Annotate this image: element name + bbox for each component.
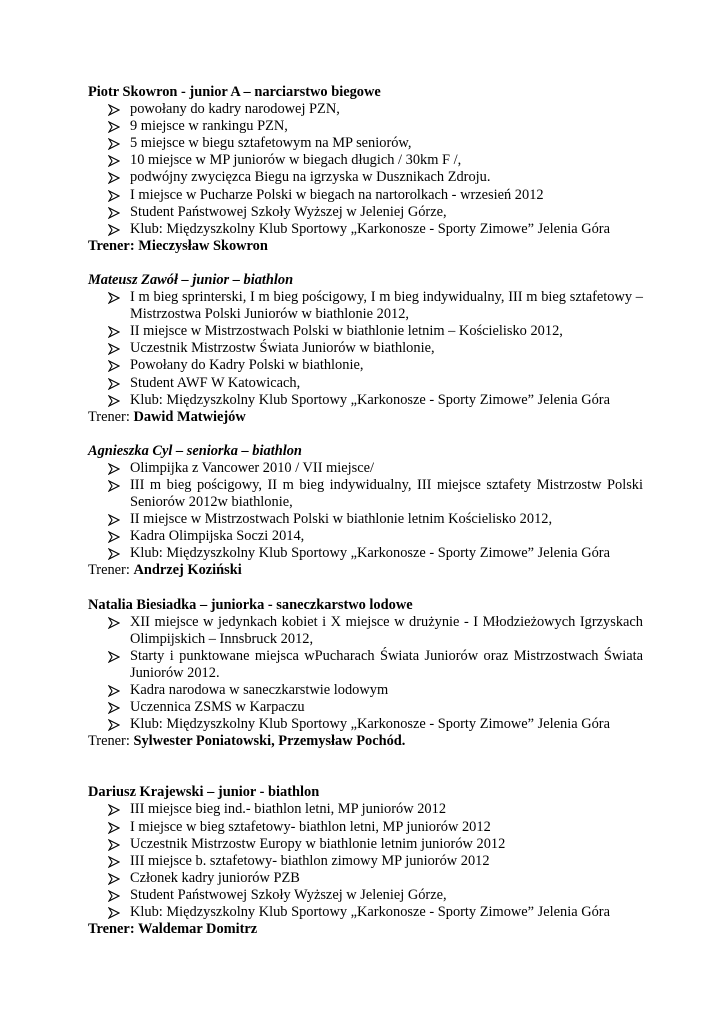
list-item: Uczennica ZSMS w Karpaczu xyxy=(88,699,643,716)
trainer-name: Andrzej Koziński xyxy=(133,562,242,579)
list-item: I miejsce w bieg sztafetowy- biathlon letni, MP juniorów 2012 xyxy=(88,819,643,836)
list-item: I miejsce w Pucharze Polski w biegach na nartorolkach - wrzesień 2012 xyxy=(88,187,643,204)
arrow-bullet-icon xyxy=(108,323,122,338)
arrow-bullet-icon xyxy=(108,169,122,184)
list-item: 5 miejsce w biegu sztafetowym na MP seniorów, xyxy=(88,135,643,152)
list-item: Klub: Międzyszkolny Klub Sportowy „Karkonosze - Sporty Zimowe” Jelenia Góra xyxy=(88,545,643,562)
list-item: 10 miejsce w MP juniorów w biegach długich / 30km F /, xyxy=(88,152,643,169)
achievement-list xyxy=(88,289,643,409)
list-item: powołany do kadry narodowej PZN, xyxy=(88,101,643,118)
trainer-line: Trener: Dawid Matwiejów xyxy=(88,408,246,425)
arrow-bullet-icon xyxy=(108,853,122,868)
athlete-heading: Piotr Skowron - junior A – narciarstwo biegowe xyxy=(88,84,381,100)
arrow-bullet-icon xyxy=(108,477,122,492)
arrow-bullet-icon xyxy=(108,460,122,475)
list-item: Olimpijka z Vancower 2010 / VII miejsce/ xyxy=(88,460,643,477)
athlete-section-zawol xyxy=(88,272,643,426)
arrow-bullet-icon xyxy=(108,836,122,851)
list-item: II miejsce w Mistrzostwach Polski w biathlonie letnim – Kościelisko 2012, xyxy=(88,323,643,340)
arrow-bullet-icon xyxy=(108,340,122,355)
list-item: Uczestnik Mistrzostw Świata Juniorów w biathlonie, xyxy=(88,340,643,357)
arrow-bullet-icon xyxy=(108,887,122,902)
athlete-heading: Mateusz Zawół – junior – biathlon xyxy=(88,271,294,288)
arrow-bullet-icon xyxy=(108,392,122,407)
arrow-bullet-icon xyxy=(108,648,122,663)
arrow-bullet-icon xyxy=(108,289,122,304)
arrow-bullet-icon xyxy=(108,204,122,219)
list-item: III miejsce bieg ind.- biathlon letni, MP juniorów 2012 xyxy=(88,801,643,818)
athlete-section-cyl xyxy=(88,443,643,580)
list-item: Student AWF W Katowicach, xyxy=(88,375,643,392)
list-item: II miejsce w Mistrzostwach Polski w biathlonie letnim Kościelisko 2012, xyxy=(88,511,643,528)
list-item: podwójny zwycięzca Biegu na igrzyska w Dusznikach Zdroju. xyxy=(88,169,643,186)
list-item: Klub: Międzyszkolny Klub Sportowy „Karkonosze - Sporty Zimowe” Jelenia Góra xyxy=(88,392,643,409)
list-item: Powołany do Kadry Polski w biathlonie, xyxy=(88,357,643,374)
section-spacer xyxy=(88,580,643,597)
athlete-section-skowron xyxy=(88,84,643,255)
arrow-bullet-icon xyxy=(108,135,122,150)
arrow-bullet-icon xyxy=(108,221,122,236)
section-spacer xyxy=(88,750,643,784)
athlete-heading: Natalia Biesiadka – juniorka - saneczkarstwo lodowe xyxy=(88,596,413,613)
list-item: Klub: Międzyszkolny Klub Sportowy „Karkonosze - Sporty Zimowe” Jelenia Góra xyxy=(88,904,643,921)
arrow-bullet-icon xyxy=(108,682,122,697)
section-spacer xyxy=(88,255,643,272)
trainer-line: Trener: Sylwester Poniatowski, Przemysław Pochód. xyxy=(88,733,406,750)
arrow-bullet-icon xyxy=(108,511,122,526)
trainer-line: Trener: Andrzej Koziński xyxy=(88,562,242,579)
list-item: Student Państwowej Szkoły Wyższej w Jeleniej Górze, xyxy=(88,204,643,221)
section-spacer xyxy=(88,426,643,443)
arrow-bullet-icon xyxy=(108,801,122,816)
arrow-bullet-icon xyxy=(108,870,122,885)
arrow-bullet-icon xyxy=(108,904,122,919)
achievement-list xyxy=(88,614,643,734)
list-item: I m bieg sprinterski, I m bieg pościgowy, I m bieg indywidualny, III m bieg sztafetowy – Mistrzostwa Polski Juniorów w biathlonie 2012, xyxy=(88,289,643,323)
list-item: III miejsce b. sztafetowy- biathlon zimowy MP juniorów 2012 xyxy=(88,853,643,870)
list-item: Klub: Międzyszkolny Klub Sportowy „Karkonosze - Sporty Zimowe” Jelenia Góra xyxy=(88,716,643,733)
trainer-name: Waldemar Domitrz xyxy=(137,921,258,938)
arrow-bullet-icon xyxy=(108,152,122,167)
arrow-bullet-icon xyxy=(108,614,122,629)
list-item: Student Państwowej Szkoły Wyższej w Jeleniej Górze, xyxy=(88,887,643,904)
arrow-bullet-icon xyxy=(108,699,122,714)
arrow-bullet-icon xyxy=(108,357,122,372)
list-item: Uczestnik Mistrzostw Europy w biathlonie letnim juniorów 2012 xyxy=(88,836,643,853)
list-item: III m bieg pościgowy, II m bieg indywidualny, III miejsce sztafety Mistrzostw Polski Seniorów 2012w biathlonie, xyxy=(88,477,643,511)
list-item: Starty i punktowane miejsca wPucharach Świata Juniorów oraz Mistrzostwach Świata Juniorów 2012. xyxy=(88,648,643,682)
list-item: Kadra narodowa w saneczkarstwie lodowym xyxy=(88,682,643,699)
arrow-bullet-icon xyxy=(108,716,122,731)
athlete-heading: Agnieszka Cyl – seniorka – biathlon xyxy=(88,442,302,459)
arrow-bullet-icon xyxy=(108,819,122,834)
document-page xyxy=(88,84,643,938)
trainer-name: Sylwester Poniatowski, Przemysław Pochód. xyxy=(133,733,406,750)
arrow-bullet-icon xyxy=(108,375,122,390)
arrow-bullet-icon xyxy=(108,528,122,543)
athlete-section-biesiadka xyxy=(88,597,643,751)
achievement-list xyxy=(88,460,643,563)
trainer-name: Dawid Matwiejów xyxy=(133,408,246,425)
arrow-bullet-icon xyxy=(108,187,122,202)
achievement-list xyxy=(88,101,643,238)
athlete-heading: Dariusz Krajewski – junior - biathlon xyxy=(88,784,320,801)
list-item: Kadra Olimpijska Soczi 2014, xyxy=(88,528,643,545)
arrow-bullet-icon xyxy=(108,545,122,560)
trainer-line: Trener: Mieczysław Skowron xyxy=(88,237,268,254)
list-item: 9 miejsce w rankingu PZN, xyxy=(88,118,643,135)
athlete-section-krajewski xyxy=(88,784,643,938)
arrow-bullet-icon xyxy=(108,118,122,133)
trainer-line: Trener: Waldemar Domitrz xyxy=(88,921,258,938)
trainer-name: Mieczysław Skowron xyxy=(138,237,268,254)
list-item: XII miejsce w jedynkach kobiet i X miejsce w drużynie - I Młodzieżowych Igrzyskach Olimpijskich – Innsbruck 2012, xyxy=(88,614,643,648)
list-item: Członek kadry juniorów PZB xyxy=(88,870,643,887)
achievement-list xyxy=(88,801,643,921)
list-item: Klub: Międzyszkolny Klub Sportowy „Karkonosze - Sporty Zimowe” Jelenia Góra xyxy=(88,221,643,238)
arrow-bullet-icon xyxy=(108,101,122,116)
